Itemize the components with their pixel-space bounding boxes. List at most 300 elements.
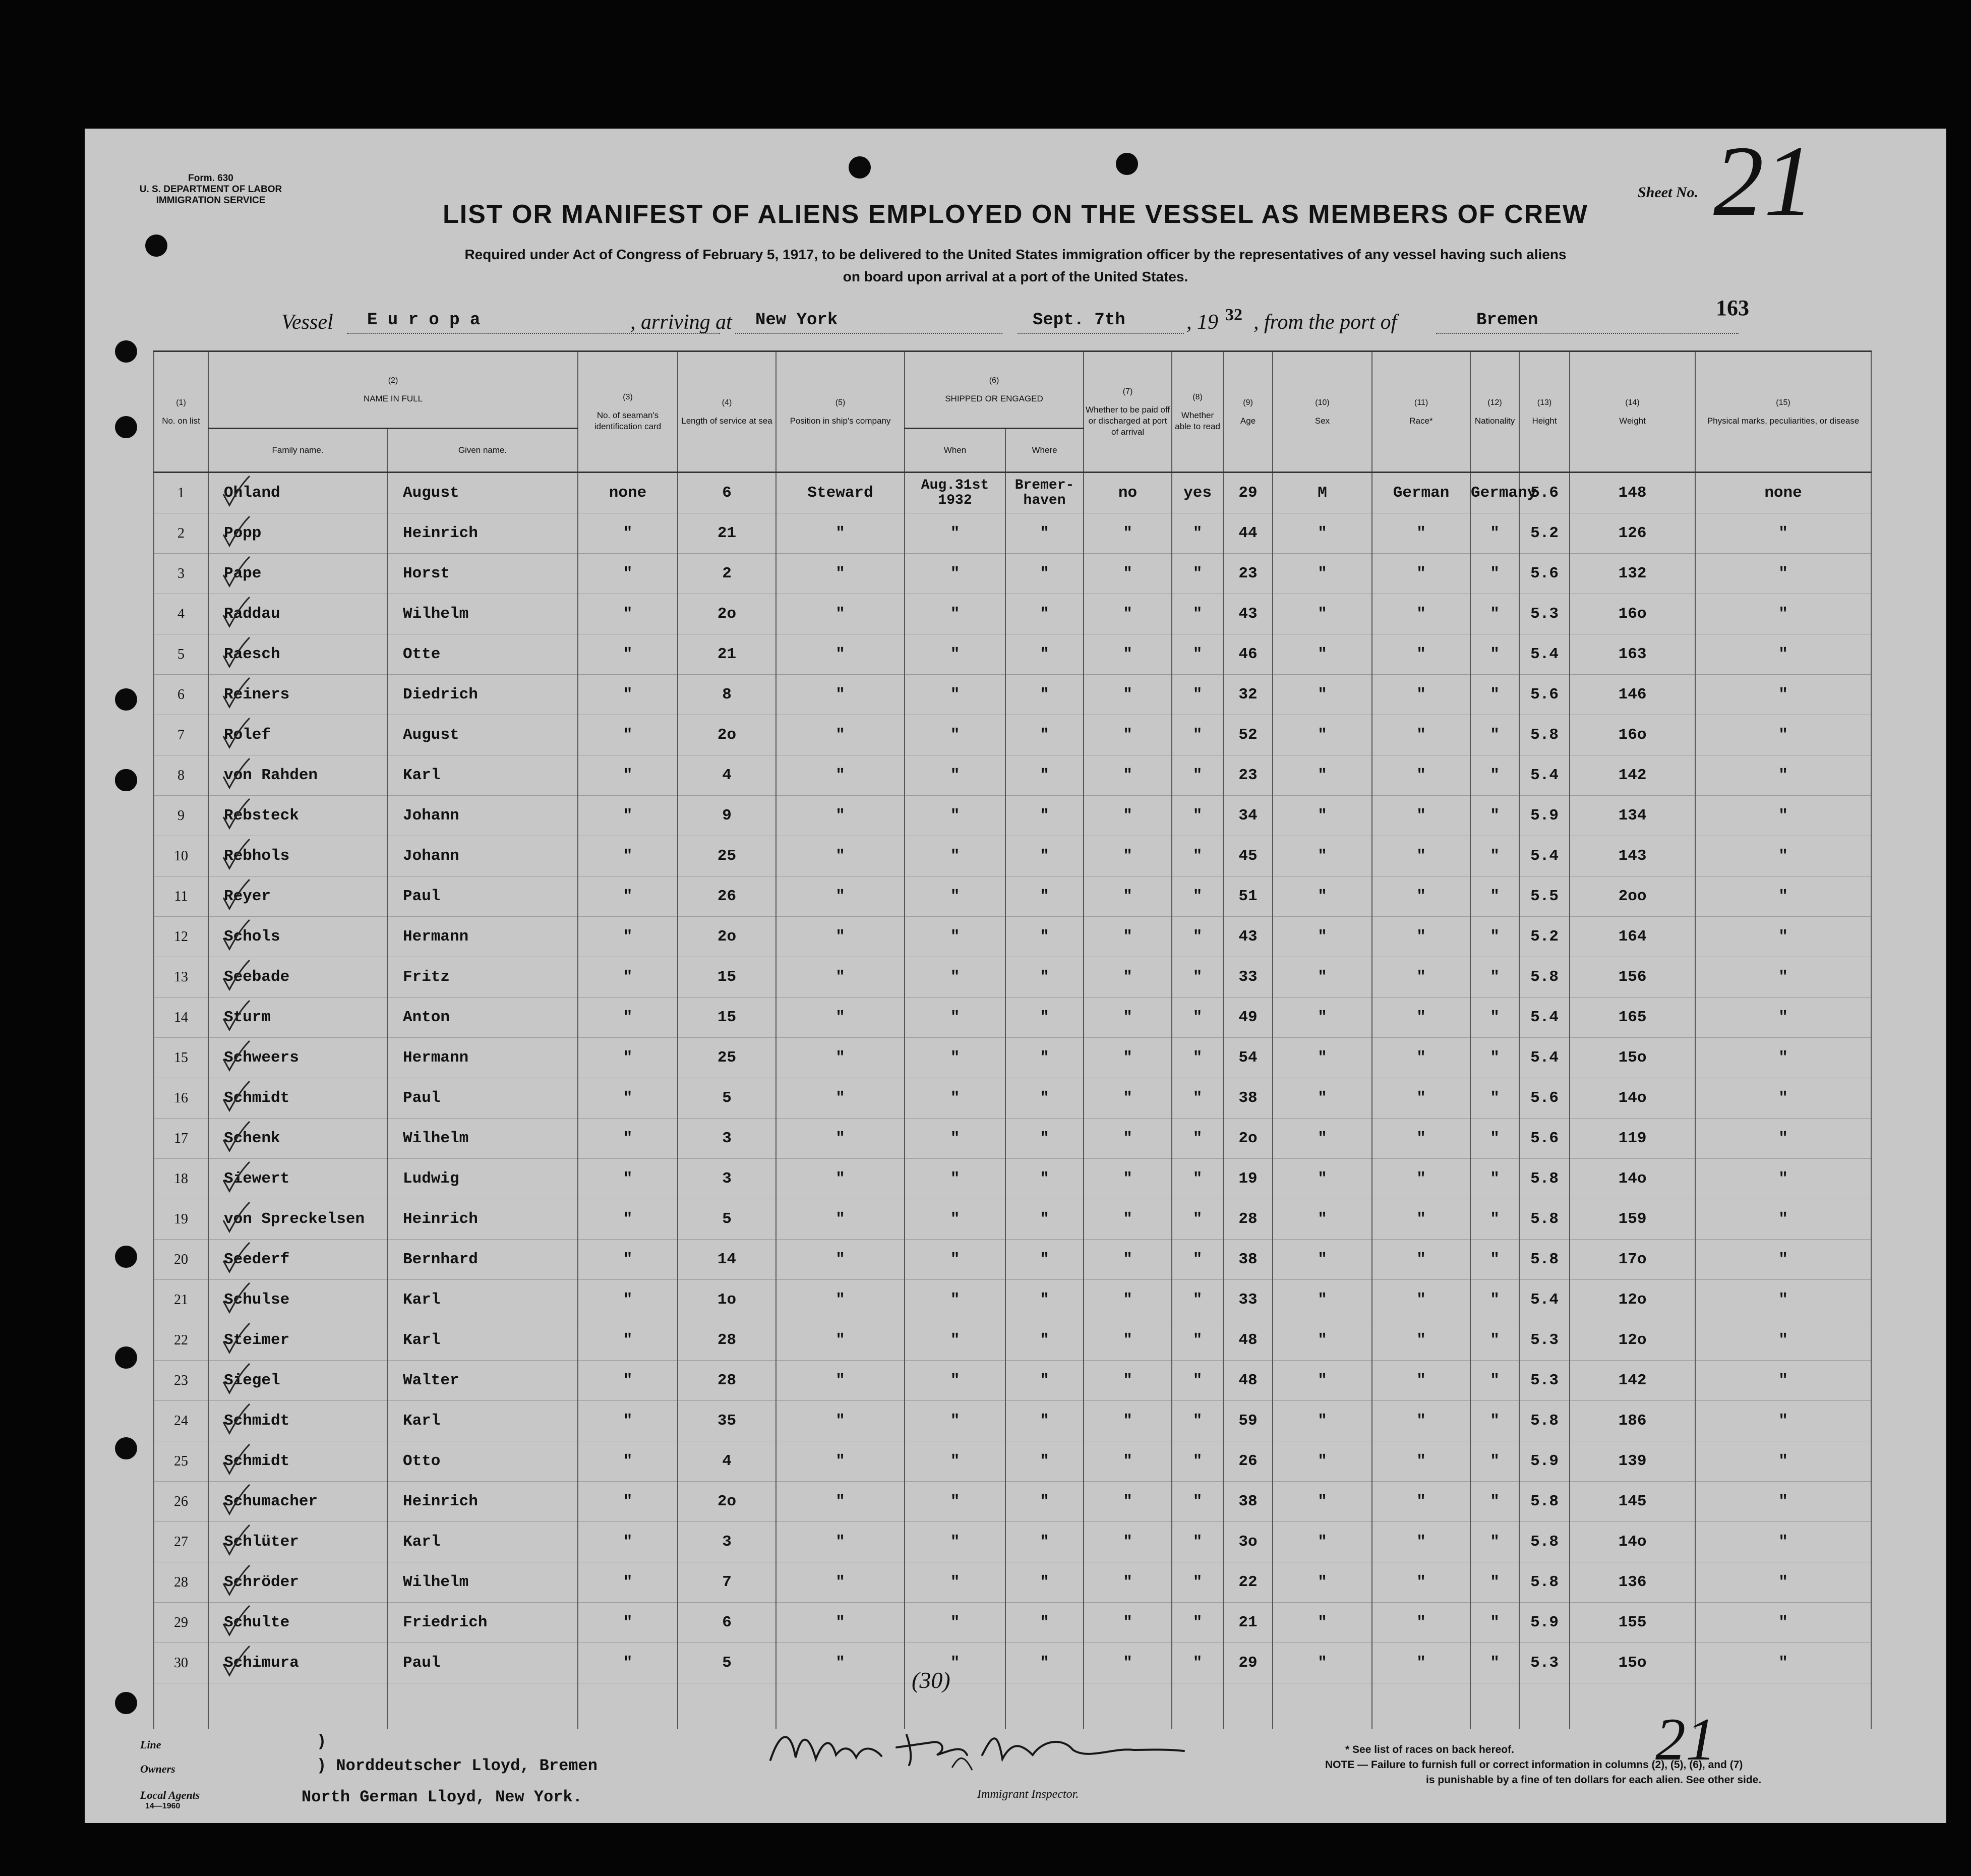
paid-off-cell: " xyxy=(1084,876,1172,917)
race-cell: German xyxy=(1372,473,1470,513)
shipped-where-cell: " xyxy=(1005,836,1084,876)
shipped-when-cell: " xyxy=(905,796,1005,836)
shipped-where-cell: " xyxy=(1005,675,1084,715)
given-name-cell: Friedrich xyxy=(387,1603,578,1643)
shipped-where-cell: " xyxy=(1005,1603,1084,1643)
shipped-where-cell: " xyxy=(1005,1441,1084,1482)
family-name-cell: Schumacher xyxy=(208,1482,387,1522)
able-to-read-cell: " xyxy=(1172,1320,1223,1361)
sex-cell: " xyxy=(1273,755,1372,796)
card-number-cell: none xyxy=(578,473,678,513)
nationality-cell: " xyxy=(1470,594,1519,634)
card-number-cell: " xyxy=(578,1441,678,1482)
service-length-cell: 5 xyxy=(678,1643,776,1683)
service-length-cell: 1o xyxy=(678,1280,776,1320)
race-cell: " xyxy=(1372,1441,1470,1482)
physical-marks-cell: " xyxy=(1695,1562,1871,1603)
given-name-cell: Horst xyxy=(387,554,578,594)
given-name-cell: Karl xyxy=(387,1401,578,1441)
physical-marks-cell: " xyxy=(1695,876,1871,917)
service-length-cell: 26 xyxy=(678,876,776,917)
row-number-cell: 17 xyxy=(154,1119,208,1159)
family-name-cell: Siegel xyxy=(208,1361,387,1401)
physical-marks-cell: " xyxy=(1695,998,1871,1038)
race-note: * See list of races on back hereof. xyxy=(1345,1744,1514,1755)
physical-marks-cell: " xyxy=(1695,554,1871,594)
service-length-cell: 3 xyxy=(678,1522,776,1562)
card-number-cell: " xyxy=(578,1119,678,1159)
able-to-read-cell: " xyxy=(1172,594,1223,634)
age-cell: 38 xyxy=(1223,1240,1273,1280)
sex-cell: " xyxy=(1273,634,1372,675)
checkmark-icon xyxy=(221,595,252,630)
able-to-read-cell: " xyxy=(1172,715,1223,755)
footer-notes xyxy=(1325,1742,1890,1788)
sex-cell: " xyxy=(1273,1643,1372,1683)
family-name-cell: Reyer xyxy=(208,876,387,917)
card-number-cell: " xyxy=(578,1522,678,1562)
empty-cell xyxy=(1470,1683,1519,1729)
service-length-cell: 6 xyxy=(678,473,776,513)
row-number-cell: 16 xyxy=(154,1078,208,1119)
card-number-cell: " xyxy=(578,1643,678,1683)
family-name-cell: Seederf xyxy=(208,1240,387,1280)
table-row xyxy=(154,1038,1871,1078)
physical-marks-cell: " xyxy=(1695,634,1871,675)
position-cell: " xyxy=(776,594,905,634)
checkmark-icon xyxy=(221,1483,252,1518)
weight-cell: 16o xyxy=(1570,594,1695,634)
height-cell: 5.3 xyxy=(1519,594,1570,634)
given-name-cell: Karl xyxy=(387,1320,578,1361)
family-name-cell: Schulte xyxy=(208,1603,387,1643)
given-name-cell: Wilhelm xyxy=(387,594,578,634)
year-suffix: 32 xyxy=(1225,306,1242,324)
given-name-cell: Johann xyxy=(387,796,578,836)
age-cell: 19 xyxy=(1223,1159,1273,1199)
arrival-port: New York xyxy=(755,311,838,330)
able-to-read-cell: " xyxy=(1172,1199,1223,1240)
height-cell: 5.9 xyxy=(1519,1603,1570,1643)
sheet-number: 21 xyxy=(1713,126,1814,237)
col-race-header: (11) Race* xyxy=(1372,351,1470,473)
given-name-cell: Paul xyxy=(387,876,578,917)
row-number-cell: 14 xyxy=(154,998,208,1038)
empty-cell xyxy=(154,1683,208,1729)
position-cell: " xyxy=(776,1199,905,1240)
row-number-cell: 5 xyxy=(154,634,208,675)
checkmark-icon xyxy=(221,1281,252,1316)
col-read-header: (8) Whether able to read xyxy=(1172,351,1223,473)
able-to-read-cell: " xyxy=(1172,1038,1223,1078)
row-number-cell: 7 xyxy=(154,715,208,755)
given-name-cell: Wilhelm xyxy=(387,1119,578,1159)
col-where-header: Where xyxy=(1005,429,1084,473)
row-number-cell: 26 xyxy=(154,1482,208,1522)
checkmark-icon xyxy=(221,1079,252,1115)
paid-off-cell: " xyxy=(1084,1643,1172,1683)
height-cell: 5.2 xyxy=(1519,917,1570,957)
row-number-cell: 30 xyxy=(154,1643,208,1683)
given-name-cell: Fritz xyxy=(387,957,578,998)
age-cell: 29 xyxy=(1223,1643,1273,1683)
inspector-label: Immigrant Inspector. xyxy=(977,1788,1079,1801)
col-family-name-header: Family name. xyxy=(208,429,387,473)
race-cell: " xyxy=(1372,1119,1470,1159)
given-name-cell: August xyxy=(387,473,578,513)
service-length-cell: 2o xyxy=(678,1482,776,1522)
shipped-when-cell: " xyxy=(905,1078,1005,1119)
nationality-cell: " xyxy=(1470,1320,1519,1361)
physical-marks-cell: " xyxy=(1695,675,1871,715)
position-cell: Steward xyxy=(776,473,905,513)
height-cell: 5.8 xyxy=(1519,1482,1570,1522)
height-cell: 5.8 xyxy=(1519,1401,1570,1441)
checkmark-icon xyxy=(221,958,252,993)
able-to-read-cell: " xyxy=(1172,675,1223,715)
checkmark-icon xyxy=(221,474,252,509)
table-row xyxy=(154,715,1871,755)
weight-cell: 15o xyxy=(1570,1038,1695,1078)
weight-cell: 12o xyxy=(1570,1280,1695,1320)
row-number-cell: 25 xyxy=(154,1441,208,1482)
nationality-cell: " xyxy=(1470,513,1519,554)
shipped-when-cell: " xyxy=(905,1320,1005,1361)
position-cell: " xyxy=(776,1240,905,1280)
empty-cell xyxy=(387,1683,578,1729)
row-number-cell: 15 xyxy=(154,1038,208,1078)
card-number-cell: " xyxy=(578,1361,678,1401)
sex-cell: " xyxy=(1273,1199,1372,1240)
physical-marks-cell: " xyxy=(1695,1159,1871,1199)
checkmark-icon xyxy=(221,1563,252,1599)
race-cell: " xyxy=(1372,1280,1470,1320)
document-subtitle xyxy=(85,244,1946,288)
height-cell: 5.8 xyxy=(1519,715,1570,755)
given-name-cell: Johann xyxy=(387,836,578,876)
row-number-cell: 20 xyxy=(154,1240,208,1280)
shipped-where-cell: " xyxy=(1005,1078,1084,1119)
sex-cell: " xyxy=(1273,1159,1372,1199)
position-cell: " xyxy=(776,675,905,715)
weight-cell: 2oo xyxy=(1570,876,1695,917)
card-number-cell: " xyxy=(578,957,678,998)
checkmark-icon xyxy=(221,999,252,1034)
handwritten-sheet-number: 21 xyxy=(1655,1706,1716,1773)
sex-cell: " xyxy=(1273,836,1372,876)
physical-marks-cell: " xyxy=(1695,1522,1871,1562)
race-cell: " xyxy=(1372,594,1470,634)
service-length-cell: 9 xyxy=(678,796,776,836)
table-row xyxy=(154,917,1871,957)
age-cell: 45 xyxy=(1223,836,1273,876)
paid-off-cell: " xyxy=(1084,1280,1172,1320)
weight-cell: 165 xyxy=(1570,998,1695,1038)
paid-off-cell: " xyxy=(1084,1441,1172,1482)
nationality-cell: " xyxy=(1470,1240,1519,1280)
sex-cell: " xyxy=(1273,1119,1372,1159)
height-cell: 5.9 xyxy=(1519,796,1570,836)
table-row xyxy=(154,554,1871,594)
position-cell: " xyxy=(776,1522,905,1562)
able-to-read-cell: " xyxy=(1172,957,1223,998)
family-name-cell: von Rahden xyxy=(208,755,387,796)
weight-cell: 119 xyxy=(1570,1119,1695,1159)
family-name-cell: Sturm xyxy=(208,998,387,1038)
punch-hole xyxy=(115,1692,137,1714)
row-number-cell: 1 xyxy=(154,473,208,513)
able-to-read-cell: " xyxy=(1172,1119,1223,1159)
family-name-cell: Schulse xyxy=(208,1280,387,1320)
shipped-where-cell: " xyxy=(1005,957,1084,998)
checkmark-icon xyxy=(221,1644,252,1679)
document-title: LIST OR MANIFEST OF ALIENS EMPLOYED ON THE VESSEL AS MEMBERS OF CREW xyxy=(443,200,1588,229)
card-number-cell: " xyxy=(578,1078,678,1119)
col-weight-header: (14) Weight xyxy=(1570,351,1695,473)
family-name-cell: Raesch xyxy=(208,634,387,675)
able-to-read-cell: " xyxy=(1172,1240,1223,1280)
card-number-cell: " xyxy=(578,1603,678,1643)
age-cell: 23 xyxy=(1223,554,1273,594)
height-cell: 5.6 xyxy=(1519,473,1570,513)
checkmark-icon xyxy=(221,1120,252,1155)
shipped-where-cell: " xyxy=(1005,1482,1084,1522)
arriving-label: , arriving at xyxy=(630,311,732,334)
able-to-read-cell: " xyxy=(1172,876,1223,917)
paid-off-cell: " xyxy=(1084,1038,1172,1078)
row-number-cell: 24 xyxy=(154,1401,208,1441)
position-cell: " xyxy=(776,1320,905,1361)
voyage-header xyxy=(85,308,1946,338)
family-name-cell: Rolef xyxy=(208,715,387,755)
service-length-cell: 3 xyxy=(678,1119,776,1159)
physical-marks-cell: " xyxy=(1695,1038,1871,1078)
age-cell: 26 xyxy=(1223,1441,1273,1482)
sex-cell: " xyxy=(1273,957,1372,998)
empty-cell xyxy=(578,1683,678,1729)
sex-cell: " xyxy=(1273,554,1372,594)
shipped-when-cell: " xyxy=(905,836,1005,876)
checkmark-icon xyxy=(221,1160,252,1195)
paid-off-cell: " xyxy=(1084,554,1172,594)
age-cell: 49 xyxy=(1223,998,1273,1038)
family-name-cell: Steimer xyxy=(208,1320,387,1361)
family-name-cell: Raddau xyxy=(208,594,387,634)
col-given-name-header: Given name. xyxy=(387,429,578,473)
race-cell: " xyxy=(1372,1240,1470,1280)
shipped-when-cell: " xyxy=(905,998,1005,1038)
family-name-cell: Popp xyxy=(208,513,387,554)
race-cell: " xyxy=(1372,1482,1470,1522)
height-cell: 5.8 xyxy=(1519,1199,1570,1240)
race-cell: " xyxy=(1372,1401,1470,1441)
nationality-cell: " xyxy=(1470,796,1519,836)
row-number-cell: 28 xyxy=(154,1562,208,1603)
row-number-cell: 29 xyxy=(154,1603,208,1643)
card-number-cell: " xyxy=(578,796,678,836)
physical-marks-cell: " xyxy=(1695,957,1871,998)
nationality-cell: " xyxy=(1470,554,1519,594)
weight-cell: 145 xyxy=(1570,1482,1695,1522)
height-cell: 5.2 xyxy=(1519,513,1570,554)
form-department: U. S. DEPARTMENT OF LABOR xyxy=(139,184,282,195)
family-name-cell: Seebade xyxy=(208,957,387,998)
given-name-cell: Anton xyxy=(387,998,578,1038)
age-cell: 21 xyxy=(1223,1603,1273,1643)
vessel-label: Vessel xyxy=(281,311,333,334)
nationality-cell: " xyxy=(1470,755,1519,796)
sex-cell: " xyxy=(1273,1562,1372,1603)
row-number-cell: 12 xyxy=(154,917,208,957)
age-cell: 44 xyxy=(1223,513,1273,554)
age-cell: 28 xyxy=(1223,1199,1273,1240)
paid-off-cell: " xyxy=(1084,1119,1172,1159)
empty-cell xyxy=(1519,1683,1570,1729)
shipped-when-cell: " xyxy=(905,634,1005,675)
col-number-header: (1) No. on list xyxy=(154,351,208,473)
given-name-cell: Hermann xyxy=(387,917,578,957)
card-number-cell: " xyxy=(578,876,678,917)
card-number-cell: " xyxy=(578,1482,678,1522)
physical-marks-cell: " xyxy=(1695,796,1871,836)
owners-label: Owners xyxy=(140,1763,175,1775)
nationality-cell: " xyxy=(1470,1038,1519,1078)
nationality-cell: " xyxy=(1470,1522,1519,1562)
given-name-cell: Ludwig xyxy=(387,1159,578,1199)
nationality-cell: " xyxy=(1470,1280,1519,1320)
table-row xyxy=(154,1119,1871,1159)
footer xyxy=(85,1706,1946,1818)
given-name-cell: Heinrich xyxy=(387,1482,578,1522)
physical-marks-cell: " xyxy=(1695,1280,1871,1320)
service-length-cell: 4 xyxy=(678,755,776,796)
card-number-cell: " xyxy=(578,675,678,715)
height-cell: 5.4 xyxy=(1519,634,1570,675)
physical-marks-cell: " xyxy=(1695,513,1871,554)
punch-hole xyxy=(115,1246,137,1268)
checkmark-icon xyxy=(221,555,252,590)
given-name-cell: Walter xyxy=(387,1361,578,1401)
age-cell: 54 xyxy=(1223,1038,1273,1078)
shipped-when-cell: " xyxy=(905,1603,1005,1643)
shipped-where-cell: " xyxy=(1005,1240,1084,1280)
height-cell: 5.6 xyxy=(1519,554,1570,594)
physical-marks-cell: " xyxy=(1695,1361,1871,1401)
weight-cell: 186 xyxy=(1570,1401,1695,1441)
able-to-read-cell: " xyxy=(1172,1078,1223,1119)
table-row xyxy=(154,1199,1871,1240)
sex-cell: " xyxy=(1273,715,1372,755)
nationality-cell: " xyxy=(1470,1482,1519,1522)
shipped-where-cell: " xyxy=(1005,1401,1084,1441)
nationality-cell: " xyxy=(1470,957,1519,998)
row-number-cell: 19 xyxy=(154,1199,208,1240)
paid-off-cell: " xyxy=(1084,796,1172,836)
table-row xyxy=(154,1320,1871,1361)
paid-off-cell: " xyxy=(1084,594,1172,634)
physical-marks-cell: " xyxy=(1695,917,1871,957)
table-row xyxy=(154,876,1871,917)
paid-off-cell: " xyxy=(1084,917,1172,957)
sex-cell: " xyxy=(1273,1522,1372,1562)
nationality-cell: " xyxy=(1470,634,1519,675)
col-sex-header: (10) Sex xyxy=(1273,351,1372,473)
physical-marks-cell: " xyxy=(1695,1119,1871,1159)
nationality-cell: " xyxy=(1470,1441,1519,1482)
able-to-read-cell: " xyxy=(1172,796,1223,836)
able-to-read-cell: " xyxy=(1172,634,1223,675)
sheet-label: Sheet No. xyxy=(1638,184,1698,201)
given-name-cell: Heinrich xyxy=(387,1199,578,1240)
table-row xyxy=(154,1562,1871,1603)
weight-cell: 142 xyxy=(1570,1361,1695,1401)
paid-off-cell: " xyxy=(1084,1522,1172,1562)
empty-cell xyxy=(1695,1683,1871,1729)
family-name-cell: Rebsteck xyxy=(208,796,387,836)
weight-cell: 155 xyxy=(1570,1603,1695,1643)
age-cell: 23 xyxy=(1223,755,1273,796)
service-length-cell: 21 xyxy=(678,513,776,554)
paid-off-cell: " xyxy=(1084,1562,1172,1603)
shipped-when-cell: " xyxy=(905,675,1005,715)
sex-cell: " xyxy=(1273,1482,1372,1522)
sex-cell: " xyxy=(1273,1441,1372,1482)
shipped-where-cell: " xyxy=(1005,634,1084,675)
weight-cell: 14o xyxy=(1570,1522,1695,1562)
table-row xyxy=(154,1482,1871,1522)
line-label: Line xyxy=(140,1738,161,1751)
agents-value: North German Lloyd, New York. xyxy=(302,1788,582,1806)
weight-cell: 146 xyxy=(1570,675,1695,715)
paid-off-cell: " xyxy=(1084,675,1172,715)
family-name-cell: Schenk xyxy=(208,1119,387,1159)
sex-cell: " xyxy=(1273,876,1372,917)
race-cell: " xyxy=(1372,1320,1470,1361)
sex-cell: " xyxy=(1273,594,1372,634)
given-name-cell: Bernhard xyxy=(387,1240,578,1280)
age-cell: 48 xyxy=(1223,1361,1273,1401)
total-count-note: (30) xyxy=(912,1667,950,1693)
card-number-cell: " xyxy=(578,1320,678,1361)
given-name-cell: Karl xyxy=(387,1280,578,1320)
checkmark-icon xyxy=(221,1321,252,1357)
given-name-cell: Otte xyxy=(387,634,578,675)
nationality-cell: " xyxy=(1470,1078,1519,1119)
punch-hole xyxy=(849,156,871,179)
checkmark-icon xyxy=(221,716,252,751)
weight-cell: 139 xyxy=(1570,1441,1695,1482)
position-cell: " xyxy=(776,917,905,957)
checkmark-icon xyxy=(221,1442,252,1478)
weight-cell: 134 xyxy=(1570,796,1695,836)
row-number-cell: 3 xyxy=(154,554,208,594)
punch-hole xyxy=(115,1346,137,1369)
weight-cell: 142 xyxy=(1570,755,1695,796)
service-length-cell: 8 xyxy=(678,675,776,715)
position-cell: " xyxy=(776,957,905,998)
checkmark-icon xyxy=(221,1523,252,1558)
col-card-header: (3) No. of seaman's identification card xyxy=(578,351,678,473)
shipped-where-cell: " xyxy=(1005,917,1084,957)
manifest-sheet xyxy=(85,126,1946,1823)
family-name-cell: Schimura xyxy=(208,1643,387,1683)
nationality-cell: " xyxy=(1470,1562,1519,1603)
race-cell: " xyxy=(1372,513,1470,554)
age-cell: 2o xyxy=(1223,1119,1273,1159)
sex-cell: " xyxy=(1273,998,1372,1038)
height-cell: 5.8 xyxy=(1519,1522,1570,1562)
shipped-when-cell: " xyxy=(905,876,1005,917)
